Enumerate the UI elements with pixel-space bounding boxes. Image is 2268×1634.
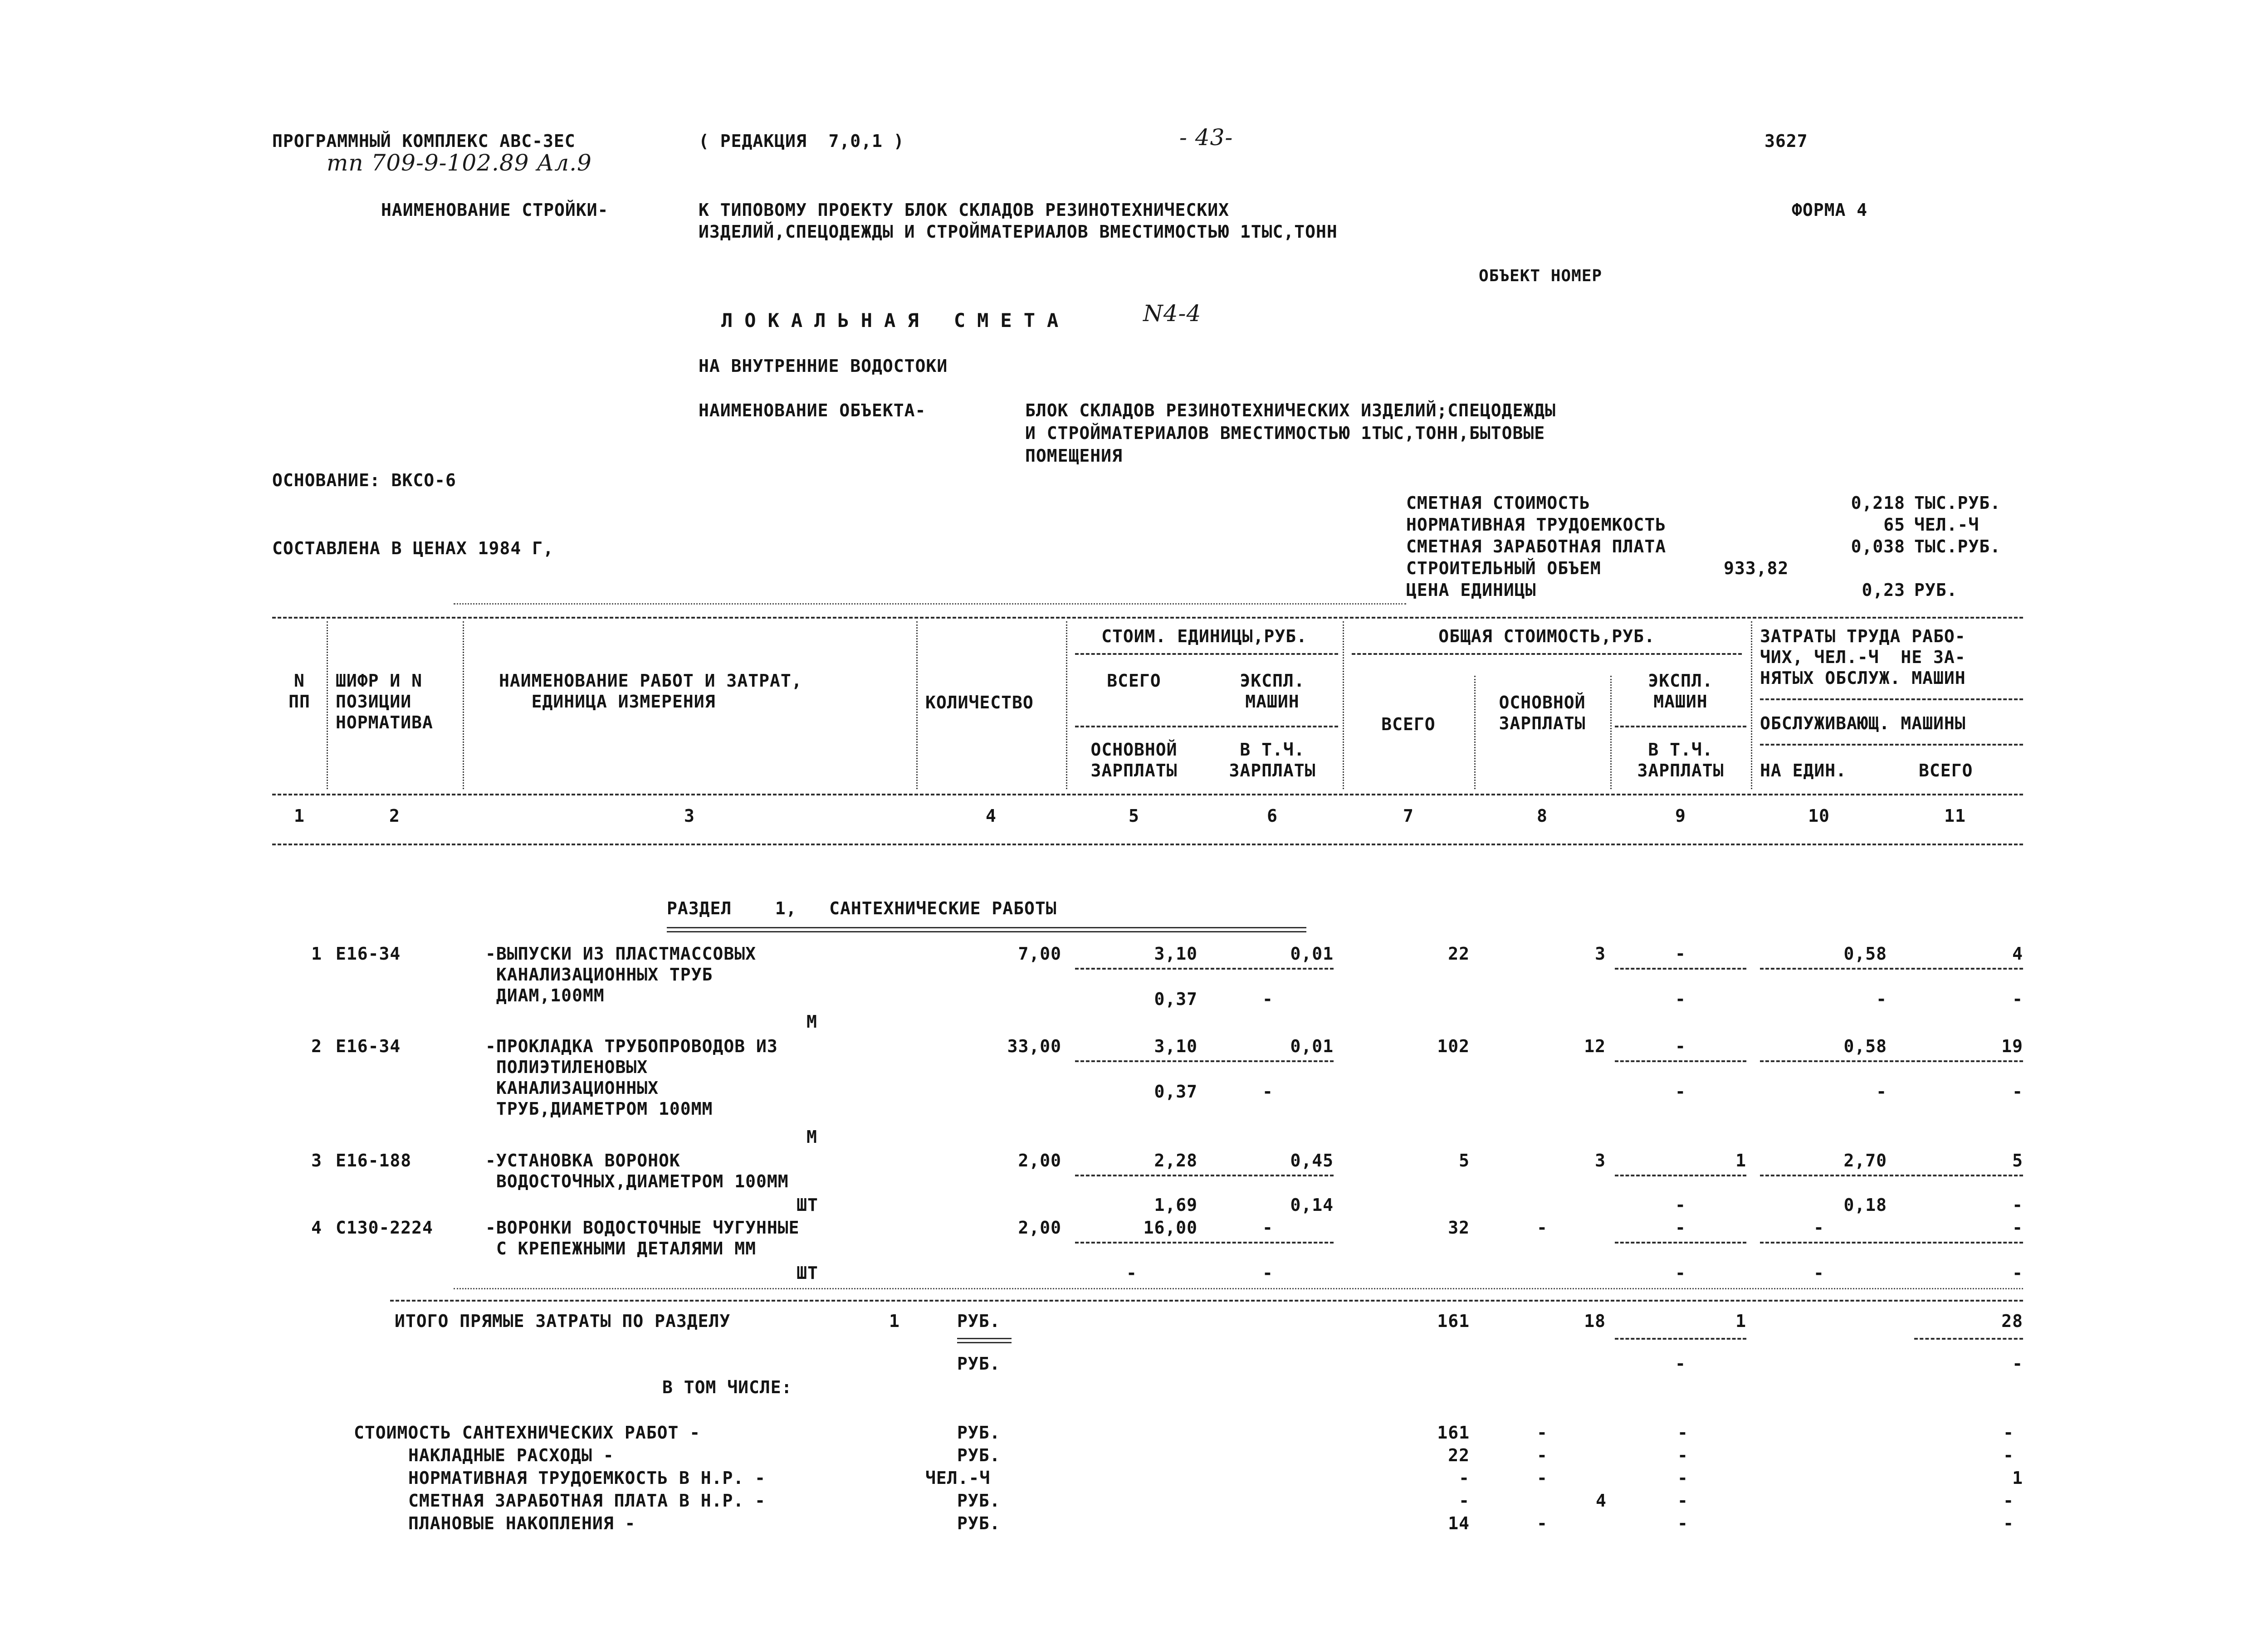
header-labor-unit: НА ЕДИН. — [1760, 761, 1847, 780]
summary-unit-labor: ЧЕЛ.-Ч — [1914, 515, 1980, 535]
dotted-rule — [454, 603, 1406, 605]
header-total-wage: ОСНОВНОЙ ЗАРПЛАТЫ — [1499, 693, 1586, 733]
breakdown-wage: - — [1537, 1513, 1548, 1533]
summary-label-unit-price: ЦЕНА ЕДИНИЦЫ — [1406, 580, 1536, 600]
cell-rule — [1615, 968, 1746, 970]
row-unit-machines: 0,45 — [1290, 1151, 1334, 1171]
row-name: -ВОРОНКИ ВОДОСТОЧНЫЕ ЧУГУННЫЕ С КРЕПЕЖНЫМИ ДЕТАЛЯМИ ММ — [485, 1218, 800, 1258]
row-labor-unit: 2,70 — [1843, 1151, 1887, 1171]
totals-total: 161 — [1437, 1311, 1470, 1331]
row-unit-wage: - — [1126, 1263, 1137, 1283]
row-labor-total-2: - — [2012, 1195, 2023, 1215]
cell-rule — [1615, 1175, 1746, 1176]
row-total-machine-wage: - — [1675, 1195, 1686, 1215]
row-unit-machines: 0,01 — [1290, 1036, 1334, 1056]
row-labor-unit-2: 0,18 — [1843, 1195, 1887, 1215]
row-total-machine-wage: - — [1675, 1263, 1686, 1283]
totals-machines: 1 — [1735, 1311, 1746, 1331]
totals-labor-2: - — [2012, 1354, 2023, 1374]
header-col-number: N ПП — [288, 671, 310, 712]
form-number: ФОРМА 4 — [1792, 200, 1868, 220]
column-number: 8 — [1537, 806, 1548, 826]
basis: ОСНОВАНИЕ: ВКСО-6 — [272, 470, 456, 490]
header-unit-total: ВСЕГО — [1107, 671, 1161, 691]
summary-label-wage: СМЕТНАЯ ЗАРАБОТНАЯ ПЛАТА — [1406, 537, 1667, 556]
row-total-wage: 3 — [1595, 1151, 1606, 1171]
breakdown-unit: ЧЕЛ.-Ч — [925, 1468, 991, 1488]
col-divider — [327, 621, 328, 789]
row-name: -УСТАНОВКА ВОРОНОК ВОДОСТОЧНЫХ,ДИАМЕТРОМ 100ММ — [485, 1151, 789, 1191]
row-code: Е16-34 — [336, 944, 401, 964]
header-unit-machine-wage: В Т.Ч. ЗАРПЛАТЫ — [1229, 740, 1316, 780]
summary-value-unit-price: 0,23 — [1862, 580, 1905, 600]
breakdown-machines: - — [1677, 1445, 1688, 1465]
document-title: ЛОКАЛЬНАЯ СМЕТА — [721, 309, 1070, 332]
including-label: В ТОМ ЧИСЛЕ: — [662, 1377, 792, 1397]
breakdown-machines: - — [1677, 1468, 1688, 1488]
row-total-machine-wage: - — [1675, 989, 1686, 1009]
cell-rule — [1075, 1175, 1334, 1176]
cell-rule — [1760, 1242, 2023, 1244]
row-code: С130-2224 — [336, 1218, 433, 1238]
row-number: 4 — [311, 1218, 322, 1238]
header-total-machines: ЭКСПЛ. МАШИН — [1648, 671, 1713, 712]
summary-value-cost: 0,218 — [1851, 493, 1905, 513]
row-unit: ШТ — [797, 1195, 818, 1215]
col-divider — [463, 621, 464, 789]
column-number: 4 — [986, 806, 997, 826]
summary-unit-wage: ТЫС.РУБ. — [1914, 537, 2001, 556]
cell-rule — [1914, 1338, 2023, 1340]
stroyka-label: НАИМЕНОВАНИЕ СТРОЙКИ- — [381, 200, 609, 220]
column-number: 3 — [684, 806, 695, 826]
row-number: 2 — [311, 1036, 322, 1056]
header-col-code: ШИФР И N ПОЗИЦИИ НОРМАТИВА — [336, 671, 433, 732]
summary-label-labor: НОРМАТИВНАЯ ТРУДОЕМКОСТЬ — [1406, 515, 1667, 535]
header-labor: ЗАТРАТЫ ТРУДА РАБО- ЧИХ, ЧЕЛ.-Ч НЕ ЗА- НЯТЫХ ОБСЛУЖ. МАШИН — [1760, 626, 1966, 688]
breakdown-unit: РУБ. — [957, 1513, 1001, 1533]
column-number: 2 — [389, 806, 400, 826]
header-unit-wage: ОСНОВНОЙ ЗАРПЛАТЫ — [1090, 740, 1178, 780]
cell-rule — [957, 1338, 1012, 1343]
breakdown-wage: - — [1537, 1468, 1548, 1488]
prices-year: СОСТАВЛЕНА В ЦЕНАХ 1984 Г, — [272, 538, 554, 558]
header-labor-service: ОБСЛУЖИВАЮЩ. МАШИНЫ — [1760, 713, 1966, 733]
summary-unit-unit-price: РУБ. — [1914, 580, 1958, 600]
row-unit: М — [807, 1012, 817, 1032]
header-rule — [1075, 726, 1338, 727]
column-number: 7 — [1403, 806, 1414, 826]
breakdown-labor: - — [2003, 1423, 2014, 1443]
breakdown-total: 14 — [1448, 1513, 1470, 1533]
cell-rule — [1075, 1060, 1334, 1062]
row-total-machine-wage: - — [1675, 1082, 1686, 1102]
breakdown-label: СМЕТНАЯ ЗАРАБОТНАЯ ПЛАТА В Н.Р. - — [408, 1491, 766, 1511]
breakdown-unit: РУБ. — [957, 1423, 1001, 1443]
row-labor-total: 5 — [2012, 1151, 2023, 1171]
row-labor-total: 19 — [2001, 1036, 2023, 1056]
row-total: 22 — [1448, 944, 1470, 964]
totals-unit-2: РУБ. — [957, 1354, 1001, 1374]
breakdown-unit: РУБ. — [957, 1445, 1001, 1465]
header-total-machine-wage: В Т.Ч. ЗАРПЛАТЫ — [1637, 740, 1724, 780]
summary-label-volume: СТРОИТЕЛЬНЫЙ ОБЪЕМ — [1406, 558, 1601, 578]
row-quantity: 2,00 — [1018, 1218, 1061, 1238]
header-total-cost: ОБЩАЯ СТОИМОСТЬ,РУБ. — [1438, 626, 1655, 646]
object-line-1: БЛОК СКЛАДОВ РЕЗИНОТЕХНИЧЕСКИХ ИЗДЕЛИЙ;СПЕЦОДЕЖДЫ — [1025, 400, 1556, 420]
dotted-rule — [454, 1288, 2023, 1289]
row-quantity: 33,00 — [1007, 1036, 1061, 1056]
cell-rule — [1075, 968, 1334, 970]
table-top-rule — [272, 617, 2023, 619]
breakdown-labor: 1 — [2012, 1468, 2023, 1488]
breakdown-labor: - — [2003, 1491, 2014, 1511]
row-unit-total: 3,10 — [1154, 1036, 1198, 1056]
column-number: 5 — [1129, 806, 1139, 826]
row-unit-machine-wage: - — [1262, 1263, 1273, 1283]
totals-wage: 18 — [1584, 1311, 1606, 1331]
breakdown-machines: - — [1677, 1491, 1688, 1511]
cell-rule — [1615, 1338, 1746, 1340]
row-total: 5 — [1459, 1151, 1470, 1171]
row-labor-unit-2: - — [1813, 1263, 1824, 1283]
cell-rule — [1760, 1175, 2023, 1176]
section-title: РАЗДЕЛ 1, САНТЕХНИЧЕСКИЕ РАБОТЫ — [667, 898, 1057, 918]
breakdown-labor: - — [2003, 1513, 2014, 1533]
header-rule — [1075, 653, 1338, 655]
header-unit-cost: СТОИМ. ЕДИНИЦЫ,РУБ. — [1101, 626, 1307, 646]
breakdown-label: НОРМАТИВНАЯ ТРУДОЕМКОСТЬ В Н.Р. - — [408, 1468, 766, 1488]
column-number: 11 — [1944, 806, 1966, 826]
row-name: -ВЫПУСКИ ИЗ ПЛАСТМАССОВЫХ КАНАЛИЗАЦИОННЫХ ТРУБ ДИАМ,100ММ — [485, 944, 756, 1005]
row-labor-total: 4 — [2012, 944, 2023, 964]
header-total-all: ВСЕГО — [1381, 714, 1436, 734]
header-unit-machines: ЭКСПЛ. МАШИН — [1240, 671, 1305, 712]
row-labor-total-2: - — [2012, 1082, 2023, 1102]
subtitle: НА ВНУТРЕННИЕ ВОДОСТОКИ — [699, 356, 948, 376]
summary-value-wage: 0,038 — [1851, 537, 1905, 556]
row-total: 32 — [1448, 1218, 1470, 1238]
header-rule — [1760, 744, 2023, 746]
row-quantity: 2,00 — [1018, 1151, 1061, 1171]
totals-unit: РУБ. — [957, 1311, 1001, 1331]
row-labor-total: - — [2012, 1218, 2023, 1238]
document-code: 3627 — [1765, 131, 1808, 151]
cell-rule — [1615, 1060, 1746, 1062]
page-number: - 43- — [1179, 124, 1233, 151]
summary-unit-cost: ТЫС.РУБ. — [1914, 493, 2001, 513]
row-code: Е16-34 — [336, 1036, 401, 1056]
object-label: НАИМЕНОВАНИЕ ОБЪЕКТА- — [699, 400, 926, 420]
header-rule — [1352, 653, 1742, 655]
stroyka-line-1: К ТИПОВОМУ ПРОЕКТУ БЛОК СКЛАДОВ РЕЗИНОТЕХНИЧЕСКИХ — [699, 200, 1230, 220]
row-unit-total: 2,28 — [1154, 1151, 1198, 1171]
row-total-wage: 3 — [1595, 944, 1606, 964]
row-labor-unit: - — [1813, 1218, 1824, 1238]
summary-value-volume: 933,82 — [1724, 558, 1789, 578]
row-labor-unit-2: - — [1876, 989, 1887, 1009]
cell-rule — [1615, 1242, 1746, 1244]
row-total-machines: - — [1675, 944, 1686, 964]
row-name: -ПРОКЛАДКА ТРУБОПРОВОДОВ ИЗ ПОЛИЭТИЛЕНОВЫХ КАНАЛИЗАЦИОННЫХ ТРУБ,ДИАМЕТРОМ 100ММ — [485, 1036, 778, 1119]
row-unit-wage: 1,69 — [1154, 1195, 1198, 1215]
estimate-number: N4-4 — [1143, 300, 1202, 327]
row-labor-unit: 0,58 — [1843, 1036, 1887, 1056]
col-divider — [916, 621, 918, 789]
row-labor-total-2: - — [2012, 989, 2023, 1009]
row-quantity: 7,00 — [1018, 944, 1061, 964]
row-total-machines: - — [1675, 1218, 1686, 1238]
row-unit-machines: - — [1262, 1218, 1273, 1238]
row-unit: ШТ — [797, 1263, 818, 1283]
col-divider — [1751, 621, 1752, 789]
breakdown-wage: 4 — [1596, 1491, 1607, 1511]
cell-rule — [1075, 1242, 1334, 1244]
column-number: 6 — [1267, 806, 1278, 826]
breakdown-machines: - — [1677, 1423, 1688, 1443]
header-rule — [1615, 726, 1746, 727]
row-number: 3 — [311, 1151, 322, 1171]
header-bottom-rule — [272, 794, 2023, 795]
column-number: 1 — [294, 806, 305, 826]
row-unit-machines: 0,01 — [1290, 944, 1334, 964]
breakdown-total: - — [1459, 1491, 1470, 1511]
column-numbers-rule — [272, 844, 2023, 845]
breakdown-labor: - — [2003, 1445, 2014, 1465]
row-total: 102 — [1437, 1036, 1470, 1056]
row-total-machines: - — [1675, 1036, 1686, 1056]
row-unit: М — [807, 1127, 817, 1147]
row-unit-wage: 0,37 — [1154, 989, 1198, 1009]
totals-top-rule — [390, 1300, 2023, 1302]
program-name: ПРОГРАММНЫЙ КОМПЛЕКС АВС-ЗЕС — [272, 131, 576, 151]
object-number: ОБЪЕКТ НОМЕР — [1479, 267, 1603, 285]
row-labor-unit-2: - — [1876, 1082, 1887, 1102]
row-unit-machine-wage: 0,14 — [1290, 1195, 1334, 1215]
breakdown-label: НАКЛАДНЫЕ РАСХОДЫ - — [408, 1445, 614, 1465]
edition: ( РЕДАКЦИЯ 7,0,1 ) — [699, 131, 904, 151]
row-unit-machine-wage: - — [1262, 989, 1273, 1009]
cell-rule — [1760, 1060, 2023, 1062]
totals-labor: 28 — [2001, 1311, 2023, 1331]
summary-value-labor: 65 — [1883, 515, 1905, 535]
handwritten-reference: тп 709-9-102.89 Ал.9 — [327, 150, 592, 176]
breakdown-total: 22 — [1448, 1445, 1470, 1465]
row-labor-unit: 0,58 — [1843, 944, 1887, 964]
section-title-underline — [667, 927, 1306, 932]
breakdown-total: 161 — [1437, 1423, 1470, 1443]
cell-rule — [1760, 968, 2023, 970]
row-labor-total-2: - — [2012, 1263, 2023, 1283]
breakdown-machines: - — [1677, 1513, 1688, 1533]
totals-section-number: 1 — [889, 1311, 900, 1331]
row-unit-machine-wage: - — [1262, 1082, 1273, 1102]
summary-label-cost: СМЕТНАЯ СТОИМОСТЬ — [1406, 493, 1590, 513]
row-total-wage: - — [1537, 1218, 1548, 1238]
column-number: 10 — [1808, 806, 1830, 826]
row-unit-total: 16,00 — [1143, 1218, 1198, 1238]
row-code: Е16-188 — [336, 1151, 412, 1171]
breakdown-wage: - — [1537, 1423, 1548, 1443]
object-line-2: И СТРОЙМАТЕРИАЛОВ ВМЕСТИМОСТЬЮ 1ТЫС,ТОНН,БЫТОВЫЕ — [1025, 423, 1545, 443]
header-col-quantity: КОЛИЧЕСТВО — [925, 693, 1034, 712]
totals-machine-wage: - — [1675, 1354, 1686, 1374]
breakdown-label: СТОИМОСТЬ САНТЕХНИЧЕСКИХ РАБОТ - — [354, 1423, 701, 1443]
breakdown-total: - — [1459, 1468, 1470, 1488]
breakdown-wage: - — [1537, 1445, 1548, 1465]
breakdown-unit: РУБ. — [957, 1491, 1001, 1511]
column-number: 9 — [1675, 806, 1686, 826]
row-unit-wage: 0,37 — [1154, 1082, 1198, 1102]
totals-label: ИТОГО ПРЯМЫЕ ЗАТРАТЫ ПО РАЗДЕЛУ — [395, 1311, 731, 1331]
row-total-wage: 12 — [1584, 1036, 1606, 1056]
stroyka-line-2: ИЗДЕЛИЙ,СПЕЦОДЕЖДЫ И СТРОЙМАТЕРИАЛОВ ВМЕСТИМОСТЬЮ 1ТЫС,ТОНН — [699, 222, 1338, 242]
header-col-name: НАИМЕНОВАНИЕ РАБОТ И ЗАТРАТ, ЕДИНИЦА ИЗМЕРЕНИЯ — [499, 671, 802, 712]
breakdown-label: ПЛАНОВЫЕ НАКОПЛЕНИЯ - — [408, 1513, 636, 1533]
row-total-machines: 1 — [1735, 1151, 1746, 1171]
row-unit-total: 3,10 — [1154, 944, 1198, 964]
header-rule — [1760, 698, 2023, 700]
header-labor-total: ВСЕГО — [1919, 761, 1973, 780]
object-line-3: ПОМЕЩЕНИЯ — [1025, 446, 1123, 466]
row-number: 1 — [311, 944, 322, 964]
